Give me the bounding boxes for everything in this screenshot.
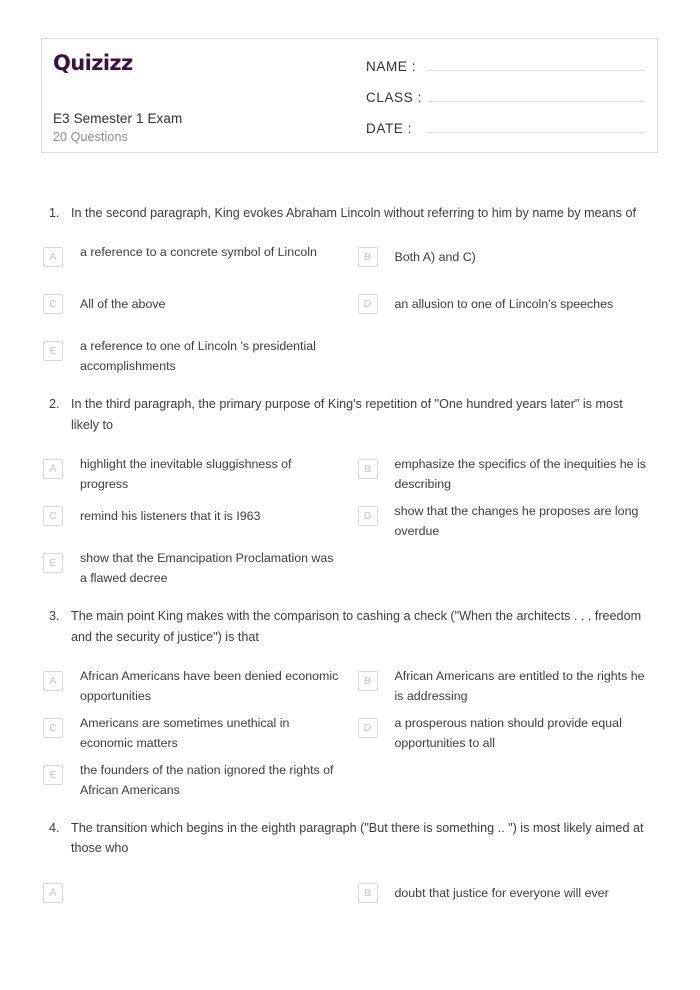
question-number: 2. bbox=[49, 397, 60, 412]
date-field-line[interactable] bbox=[426, 119, 645, 133]
question-list bbox=[41, 203, 658, 936]
answer-option[interactable] bbox=[41, 757, 350, 804]
option-text: show that the changes he proposes are long overdue bbox=[394, 504, 639, 538]
question-header bbox=[41, 818, 658, 859]
option-letter-box[interactable]: E bbox=[43, 341, 63, 361]
option-text: highlight the inevitable sluggishness of progress bbox=[80, 457, 292, 491]
option-letter-box[interactable]: D bbox=[358, 718, 378, 738]
question-text: The main point King makes with the comparison to cashing a check ("When the architects . . . freedom and the security of justice") is that bbox=[71, 609, 642, 644]
question-number: 3. bbox=[49, 609, 60, 624]
answer-option[interactable] bbox=[41, 663, 350, 710]
answer-option[interactable] bbox=[41, 875, 350, 922]
option-letter-box[interactable]: B bbox=[358, 671, 378, 691]
option-letter-box[interactable]: E bbox=[43, 765, 63, 785]
answer-option[interactable] bbox=[41, 498, 350, 545]
option-letter-box[interactable]: C bbox=[43, 294, 63, 314]
option-text: African Americans have been denied economic opportunities bbox=[80, 668, 339, 703]
answer-option[interactable] bbox=[41, 710, 350, 757]
class-field-line[interactable] bbox=[428, 88, 645, 102]
option-letter-box[interactable]: A bbox=[43, 671, 63, 691]
question-header bbox=[41, 606, 658, 647]
option-text: Americans are sometimes unethical in economic matters bbox=[80, 715, 290, 750]
question-header bbox=[41, 394, 658, 435]
option-text: emphasize the specifics of the inequities he is describing bbox=[394, 457, 646, 491]
option-text: remind his listeners that it is I963 bbox=[80, 509, 261, 524]
option-text: Both A) and C) bbox=[394, 250, 476, 265]
option-text: a reference to a concrete symbol of Lincoln bbox=[80, 245, 317, 260]
option-text: the founders of the nation ignored the rights of African Americans bbox=[80, 762, 334, 797]
answer-options-grid bbox=[41, 239, 658, 380]
question-number: 1. bbox=[49, 206, 60, 220]
class-field-row bbox=[366, 88, 645, 105]
option-letter-box[interactable]: A bbox=[43, 247, 63, 267]
answer-option[interactable] bbox=[350, 286, 659, 333]
header-left-panel bbox=[42, 39, 352, 152]
date-field-label: DATE : bbox=[366, 121, 413, 136]
quiz-title: E3 Semester 1 Exam bbox=[53, 111, 183, 126]
answer-options-grid bbox=[41, 451, 658, 592]
answer-option[interactable] bbox=[41, 239, 350, 286]
option-text: doubt that justice for everyone will ever bbox=[394, 885, 609, 900]
option-text: All of the above bbox=[80, 297, 166, 312]
name-field-row bbox=[366, 57, 645, 74]
answer-option[interactable] bbox=[41, 333, 350, 380]
question-text: The transition which begins in the eighth paragraph ("But there is something .. ") is most likely aimed at those who bbox=[71, 820, 644, 856]
option-text: show that the Emancipation Proclamation was a flawed decree bbox=[80, 551, 334, 585]
answer-option[interactable] bbox=[41, 545, 350, 592]
option-letter-box[interactable]: B bbox=[358, 459, 378, 479]
answer-option[interactable] bbox=[41, 451, 350, 498]
option-letter-box[interactable]: C bbox=[43, 506, 63, 526]
option-letter-box[interactable]: E bbox=[43, 553, 63, 573]
option-letter-box[interactable]: A bbox=[43, 883, 63, 903]
option-letter-box[interactable]: D bbox=[358, 506, 378, 526]
option-text bbox=[80, 875, 340, 884]
student-info-fields bbox=[352, 39, 657, 152]
answer-option[interactable] bbox=[350, 875, 659, 922]
answer-option[interactable] bbox=[350, 498, 659, 545]
option-text: African Americans are entitled to the rights he is addressing bbox=[394, 668, 645, 703]
quiz-header-card bbox=[41, 38, 658, 153]
option-text: a reference to one of Lincoln 's presidential accomplishments bbox=[80, 339, 316, 373]
question-block bbox=[41, 818, 658, 922]
answer-option[interactable] bbox=[350, 239, 659, 286]
answer-option[interactable] bbox=[41, 286, 350, 333]
option-letter-box[interactable]: B bbox=[358, 883, 378, 903]
class-field-label: CLASS : bbox=[366, 90, 422, 105]
option-letter-box[interactable]: D bbox=[358, 294, 378, 314]
question-header bbox=[41, 203, 658, 223]
answer-option[interactable] bbox=[350, 710, 659, 757]
question-block bbox=[41, 203, 658, 380]
option-text: an allusion to one of Lincoln's speeches bbox=[394, 297, 614, 312]
question-block bbox=[41, 606, 658, 804]
question-text: In the third paragraph, the primary purpose of King's repetition of "One hundred years later" is most likely to bbox=[71, 397, 623, 432]
quizizz-logo: Quizizz bbox=[53, 51, 133, 75]
option-letter-box[interactable]: A bbox=[43, 459, 63, 479]
option-letter-box[interactable]: C bbox=[43, 718, 63, 738]
question-number: 4. bbox=[49, 820, 60, 835]
date-field-row bbox=[366, 119, 645, 136]
option-letter-box[interactable]: B bbox=[358, 247, 378, 267]
quiz-question-count: 20 Questions bbox=[53, 130, 128, 144]
answer-options-grid bbox=[41, 663, 658, 804]
name-field-line[interactable] bbox=[426, 57, 645, 71]
answer-options-grid bbox=[41, 875, 658, 922]
question-block bbox=[41, 394, 658, 592]
answer-option[interactable] bbox=[350, 451, 659, 498]
answer-option[interactable] bbox=[350, 663, 659, 710]
option-text: a prosperous nation should provide equal opportunities to all bbox=[394, 715, 622, 750]
question-text: In the second paragraph, King evokes Abraham Lincoln without referring to him by name by means of bbox=[71, 206, 636, 220]
name-field-label: NAME : bbox=[366, 59, 417, 74]
